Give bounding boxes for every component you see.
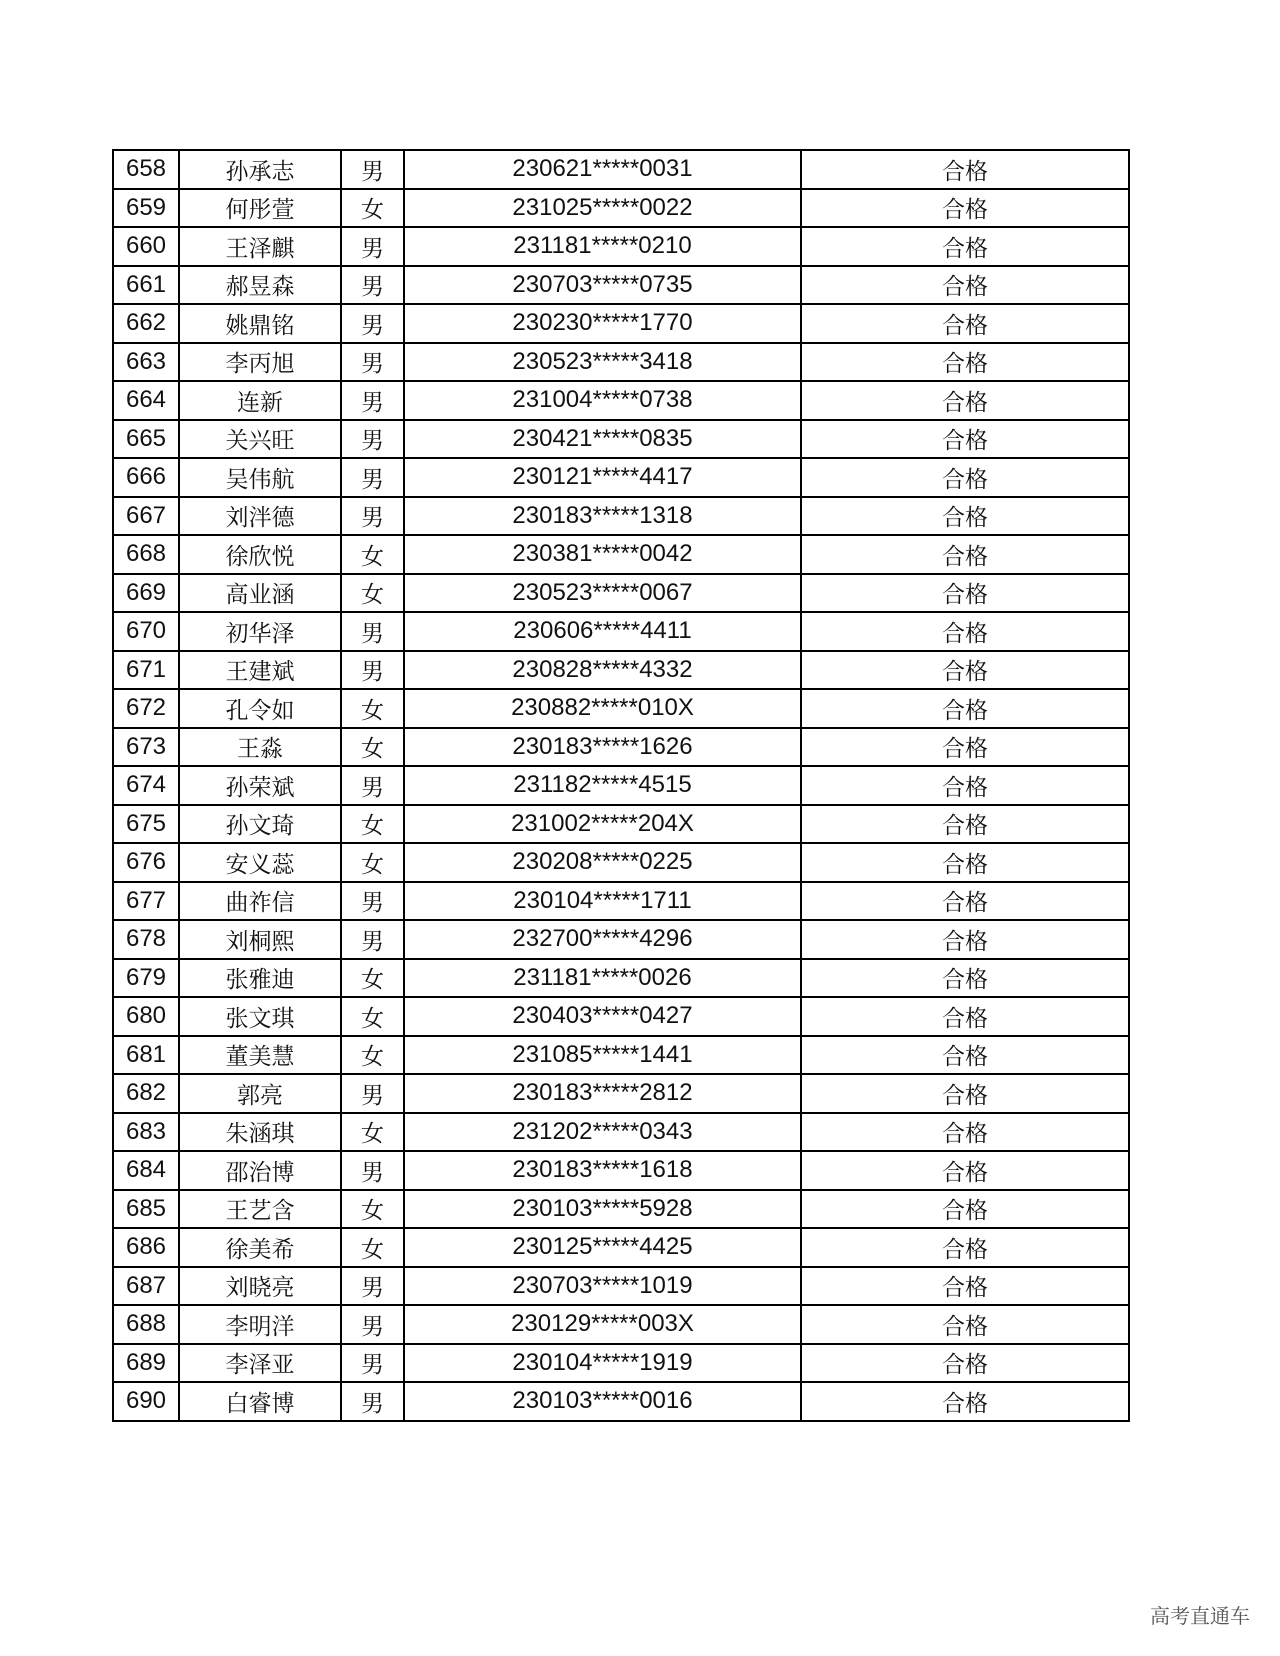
row-number-cell: 678 (113, 920, 179, 959)
name-cell: 徐美希 (179, 1228, 341, 1267)
result-cell: 合格 (801, 728, 1129, 767)
id-number-cell: 230129*****003X (404, 1305, 801, 1344)
row-number-cell: 669 (113, 574, 179, 613)
result-cell: 合格 (801, 766, 1129, 805)
result-cell: 合格 (801, 227, 1129, 266)
name-cell: 张雅迪 (179, 959, 341, 998)
id-number-cell: 232700*****4296 (404, 920, 801, 959)
result-cell: 合格 (801, 150, 1129, 189)
gender-cell: 女 (341, 574, 404, 613)
footer-watermark: 高考直通车 (1150, 1604, 1250, 1628)
id-number-cell: 231182*****4515 (404, 766, 801, 805)
id-number-cell: 230381*****0042 (404, 535, 801, 574)
table-row (113, 150, 1129, 189)
name-cell: 郝昱森 (179, 266, 341, 305)
table-row (113, 612, 1129, 651)
gender-cell: 女 (341, 843, 404, 882)
gender-cell: 女 (341, 728, 404, 767)
gender-cell: 女 (341, 1190, 404, 1229)
gender-cell: 男 (341, 766, 404, 805)
id-number-cell: 231202*****0343 (404, 1113, 801, 1152)
table-row (113, 304, 1129, 343)
name-cell: 王淼 (179, 728, 341, 767)
result-cell: 合格 (801, 612, 1129, 651)
row-number-cell: 661 (113, 266, 179, 305)
table-row (113, 1151, 1129, 1190)
name-cell: 吴伟航 (179, 458, 341, 497)
table-row (113, 458, 1129, 497)
name-cell: 关兴旺 (179, 420, 341, 459)
table-row (113, 959, 1129, 998)
gender-cell: 女 (341, 535, 404, 574)
result-cell: 合格 (801, 1267, 1129, 1306)
name-cell: 曲祚信 (179, 882, 341, 921)
result-cell: 合格 (801, 1113, 1129, 1152)
gender-cell: 女 (341, 1228, 404, 1267)
id-number-cell: 230703*****1019 (404, 1267, 801, 1306)
gender-cell: 男 (341, 1267, 404, 1306)
id-number-cell: 230183*****1318 (404, 497, 801, 536)
name-cell: 初华泽 (179, 612, 341, 651)
gender-cell: 女 (341, 1036, 404, 1075)
result-cell: 合格 (801, 574, 1129, 613)
gender-cell: 男 (341, 1074, 404, 1113)
id-number-cell: 230621*****0031 (404, 150, 801, 189)
gender-cell: 男 (341, 497, 404, 536)
id-number-cell: 231181*****0210 (404, 227, 801, 266)
table-row (113, 266, 1129, 305)
row-number-cell: 671 (113, 651, 179, 690)
row-number-cell: 667 (113, 497, 179, 536)
row-number-cell: 674 (113, 766, 179, 805)
result-cell: 合格 (801, 805, 1129, 844)
id-number-cell: 231085*****1441 (404, 1036, 801, 1075)
gender-cell: 男 (341, 458, 404, 497)
row-number-cell: 683 (113, 1113, 179, 1152)
result-cell: 合格 (801, 1305, 1129, 1344)
row-number-cell: 687 (113, 1267, 179, 1306)
name-cell: 朱涵琪 (179, 1113, 341, 1152)
gender-cell: 男 (341, 651, 404, 690)
gender-cell: 男 (341, 882, 404, 921)
gender-cell: 男 (341, 381, 404, 420)
gender-cell: 男 (341, 1151, 404, 1190)
row-number-cell: 664 (113, 381, 179, 420)
result-cell: 合格 (801, 1344, 1129, 1383)
name-cell: 刘泮德 (179, 497, 341, 536)
row-number-cell: 682 (113, 1074, 179, 1113)
id-number-cell: 230523*****0067 (404, 574, 801, 613)
row-number-cell: 666 (113, 458, 179, 497)
result-cell: 合格 (801, 920, 1129, 959)
name-cell: 刘桐熙 (179, 920, 341, 959)
row-number-cell: 658 (113, 150, 179, 189)
name-cell: 何彤萱 (179, 189, 341, 228)
name-cell: 刘晓亮 (179, 1267, 341, 1306)
id-number-cell: 230828*****4332 (404, 651, 801, 690)
gender-cell: 女 (341, 689, 404, 728)
gender-cell: 女 (341, 189, 404, 228)
name-cell: 姚鼎铭 (179, 304, 341, 343)
id-number-cell: 230183*****1626 (404, 728, 801, 767)
row-number-cell: 668 (113, 535, 179, 574)
result-cell: 合格 (801, 843, 1129, 882)
table-row (113, 535, 1129, 574)
id-number-cell: 230104*****1919 (404, 1344, 801, 1383)
id-number-cell: 230183*****1618 (404, 1151, 801, 1190)
name-cell: 徐欣悦 (179, 535, 341, 574)
table-row (113, 574, 1129, 613)
result-cell: 合格 (801, 1036, 1129, 1075)
id-number-cell: 230103*****0016 (404, 1382, 801, 1421)
name-cell: 王泽麒 (179, 227, 341, 266)
row-number-cell: 659 (113, 189, 179, 228)
roster-table-body (113, 150, 1129, 1421)
result-cell: 合格 (801, 304, 1129, 343)
row-number-cell: 672 (113, 689, 179, 728)
result-cell: 合格 (801, 882, 1129, 921)
id-number-cell: 230208*****0225 (404, 843, 801, 882)
gender-cell: 男 (341, 227, 404, 266)
name-cell: 王艺含 (179, 1190, 341, 1229)
id-number-cell: 230523*****3418 (404, 343, 801, 382)
row-number-cell: 689 (113, 1344, 179, 1383)
gender-cell: 男 (341, 304, 404, 343)
table-row (113, 227, 1129, 266)
table-row (113, 1036, 1129, 1075)
row-number-cell: 676 (113, 843, 179, 882)
table-row (113, 728, 1129, 767)
id-number-cell: 231002*****204X (404, 805, 801, 844)
result-cell: 合格 (801, 1190, 1129, 1229)
gender-cell: 男 (341, 612, 404, 651)
name-cell: 孔令如 (179, 689, 341, 728)
name-cell: 李丙旭 (179, 343, 341, 382)
row-number-cell: 686 (113, 1228, 179, 1267)
result-cell: 合格 (801, 1382, 1129, 1421)
gender-cell: 男 (341, 1305, 404, 1344)
name-cell: 连新 (179, 381, 341, 420)
result-cell: 合格 (801, 266, 1129, 305)
row-number-cell: 677 (113, 882, 179, 921)
table-row (113, 381, 1129, 420)
table-row (113, 1228, 1129, 1267)
gender-cell: 女 (341, 997, 404, 1036)
row-number-cell: 663 (113, 343, 179, 382)
name-cell: 郭亮 (179, 1074, 341, 1113)
result-cell: 合格 (801, 381, 1129, 420)
table-row (113, 689, 1129, 728)
row-number-cell: 690 (113, 1382, 179, 1421)
gender-cell: 男 (341, 420, 404, 459)
row-number-cell: 679 (113, 959, 179, 998)
table-row (113, 805, 1129, 844)
gender-cell: 男 (341, 1344, 404, 1383)
table-row (113, 1190, 1129, 1229)
gender-cell: 女 (341, 805, 404, 844)
id-number-cell: 230882*****010X (404, 689, 801, 728)
row-number-cell: 681 (113, 1036, 179, 1075)
result-cell: 合格 (801, 1228, 1129, 1267)
name-cell: 王建斌 (179, 651, 341, 690)
id-number-cell: 230421*****0835 (404, 420, 801, 459)
table-row (113, 343, 1129, 382)
table-row (113, 920, 1129, 959)
id-number-cell: 231004*****0738 (404, 381, 801, 420)
id-number-cell: 230121*****4417 (404, 458, 801, 497)
row-number-cell: 662 (113, 304, 179, 343)
gender-cell: 男 (341, 266, 404, 305)
id-number-cell: 230103*****5928 (404, 1190, 801, 1229)
row-number-cell: 673 (113, 728, 179, 767)
table-row (113, 1074, 1129, 1113)
result-cell: 合格 (801, 458, 1129, 497)
name-cell: 孙文琦 (179, 805, 341, 844)
row-number-cell: 670 (113, 612, 179, 651)
row-number-cell: 660 (113, 227, 179, 266)
name-cell: 高业涵 (179, 574, 341, 613)
row-number-cell: 680 (113, 997, 179, 1036)
id-number-cell: 231181*****0026 (404, 959, 801, 998)
table-row (113, 843, 1129, 882)
result-cell: 合格 (801, 343, 1129, 382)
id-number-cell: 230104*****1711 (404, 882, 801, 921)
result-cell: 合格 (801, 420, 1129, 459)
id-number-cell: 230230*****1770 (404, 304, 801, 343)
name-cell: 孙承志 (179, 150, 341, 189)
row-number-cell: 665 (113, 420, 179, 459)
name-cell: 孙荣斌 (179, 766, 341, 805)
result-cell: 合格 (801, 689, 1129, 728)
result-cell: 合格 (801, 535, 1129, 574)
table-row (113, 766, 1129, 805)
table-row (113, 1344, 1129, 1383)
table-row (113, 651, 1129, 690)
gender-cell: 男 (341, 1382, 404, 1421)
name-cell: 安义蕊 (179, 843, 341, 882)
result-cell: 合格 (801, 1151, 1129, 1190)
name-cell: 董美慧 (179, 1036, 341, 1075)
table-row (113, 1267, 1129, 1306)
result-cell: 合格 (801, 959, 1129, 998)
id-number-cell: 230125*****4425 (404, 1228, 801, 1267)
id-number-cell: 231025*****0022 (404, 189, 801, 228)
row-number-cell: 688 (113, 1305, 179, 1344)
result-cell: 合格 (801, 1074, 1129, 1113)
name-cell: 张文琪 (179, 997, 341, 1036)
table-row (113, 1305, 1129, 1344)
roster-table (112, 149, 1130, 1422)
table-row (113, 1113, 1129, 1152)
id-number-cell: 230403*****0427 (404, 997, 801, 1036)
name-cell: 李明洋 (179, 1305, 341, 1344)
gender-cell: 女 (341, 959, 404, 998)
id-number-cell: 230606*****4411 (404, 612, 801, 651)
id-number-cell: 230183*****2812 (404, 1074, 801, 1113)
table-row (113, 882, 1129, 921)
result-cell: 合格 (801, 189, 1129, 228)
name-cell: 邵治博 (179, 1151, 341, 1190)
result-cell: 合格 (801, 497, 1129, 536)
gender-cell: 男 (341, 150, 404, 189)
result-cell: 合格 (801, 651, 1129, 690)
name-cell: 白睿博 (179, 1382, 341, 1421)
row-number-cell: 685 (113, 1190, 179, 1229)
gender-cell: 男 (341, 920, 404, 959)
table-row (113, 420, 1129, 459)
id-number-cell: 230703*****0735 (404, 266, 801, 305)
row-number-cell: 675 (113, 805, 179, 844)
gender-cell: 男 (341, 343, 404, 382)
table-row (113, 497, 1129, 536)
table-row (113, 1382, 1129, 1421)
row-number-cell: 684 (113, 1151, 179, 1190)
table-row (113, 997, 1129, 1036)
result-cell: 合格 (801, 997, 1129, 1036)
gender-cell: 女 (341, 1113, 404, 1152)
table-row (113, 189, 1129, 228)
name-cell: 李泽亚 (179, 1344, 341, 1383)
